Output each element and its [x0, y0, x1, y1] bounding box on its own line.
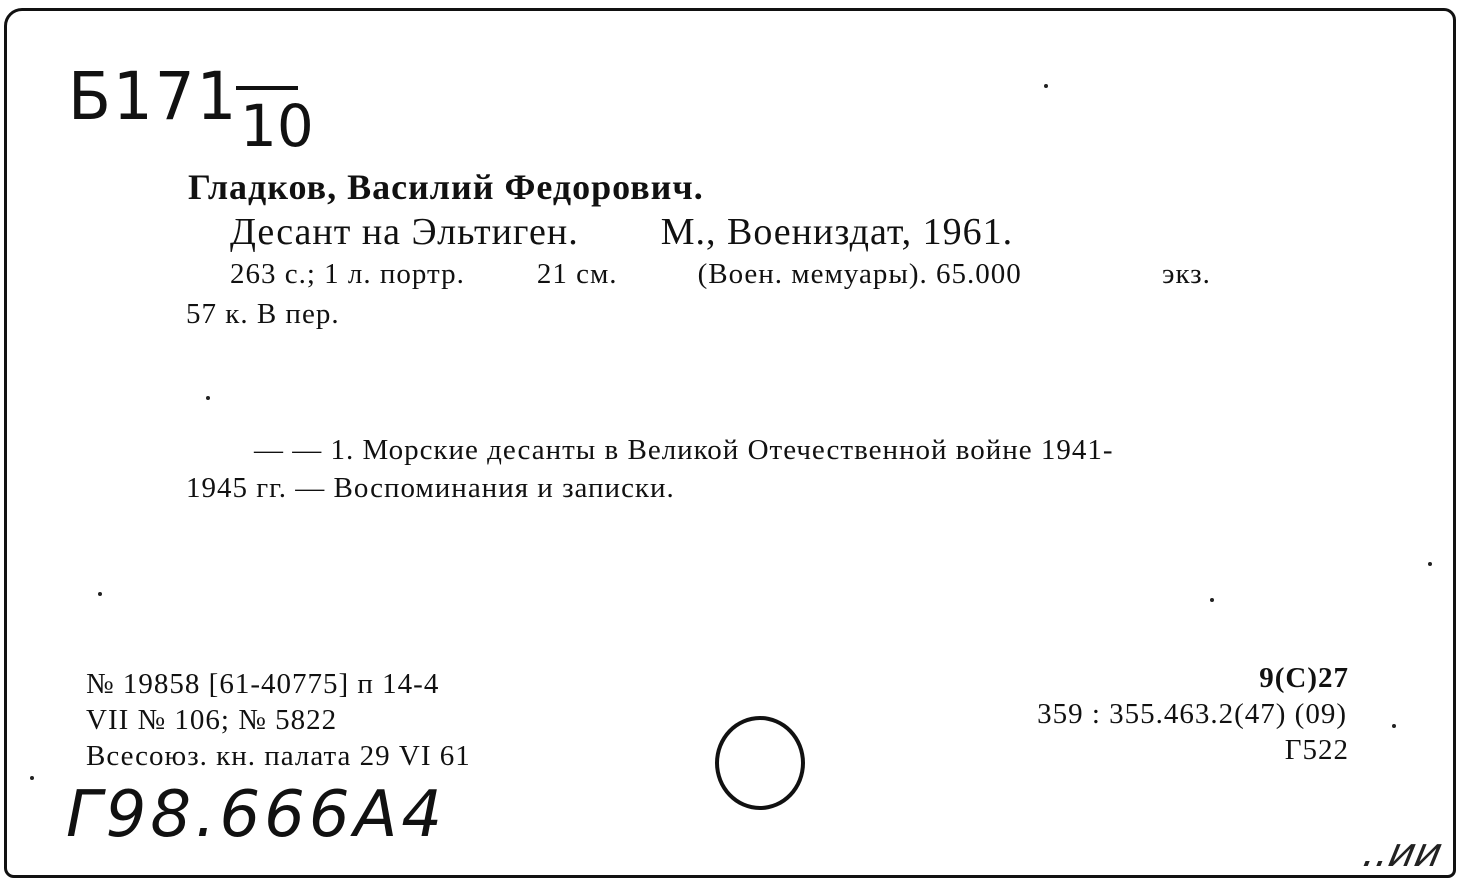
- punch-hole: [715, 716, 805, 810]
- copies-unit: экз.: [1162, 258, 1211, 290]
- speck: [30, 776, 34, 780]
- title: Десант на Эльтиген.: [230, 211, 579, 253]
- series: (Воен. мемуары). 65.000: [697, 258, 1022, 290]
- subject-heading-line-1: — — 1. Морские десанты в Великой Отечественной войне 1941-: [254, 434, 1114, 466]
- shelf-mark: Б171: [68, 58, 239, 135]
- speck: [98, 592, 102, 596]
- author-heading: Гладков, Василий Федорович.: [188, 167, 704, 207]
- price-line: 57 к. В пер.: [186, 298, 340, 330]
- title-statement: [230, 210, 1013, 254]
- shelf-mark-bar: [236, 86, 298, 90]
- speck: [1044, 84, 1048, 88]
- speck: [206, 396, 210, 400]
- speck: [1392, 724, 1396, 728]
- inventory-number: Г98.666А4: [66, 778, 447, 852]
- registry-line-2: VII № 106; № 5822: [86, 704, 338, 736]
- registry-line-1: № 19858 [61-40775] п 14-4: [86, 668, 440, 700]
- speck: [1210, 598, 1214, 602]
- shelf-mark-sub: 10: [240, 92, 314, 160]
- corner-marks: ..ии: [1358, 830, 1446, 876]
- collation-line: [230, 258, 1211, 291]
- size: 21 см.: [536, 258, 618, 290]
- registry-line-3: Всесоюз. кн. палата 29 VI 61: [86, 740, 471, 772]
- imprint: М., Воениздат, 1961.: [660, 211, 1014, 253]
- pages: 263 с.; 1 л. портр.: [230, 258, 465, 290]
- udc-index: 359 : 355.463.2(47) (09): [1037, 698, 1347, 730]
- author-mark: Г522: [1284, 734, 1349, 766]
- subject-heading-line-2: 1945 гг. — Воспоминания и записки.: [186, 472, 675, 504]
- bbk-index: 9(С)27: [1259, 662, 1349, 694]
- speck: [1428, 562, 1432, 566]
